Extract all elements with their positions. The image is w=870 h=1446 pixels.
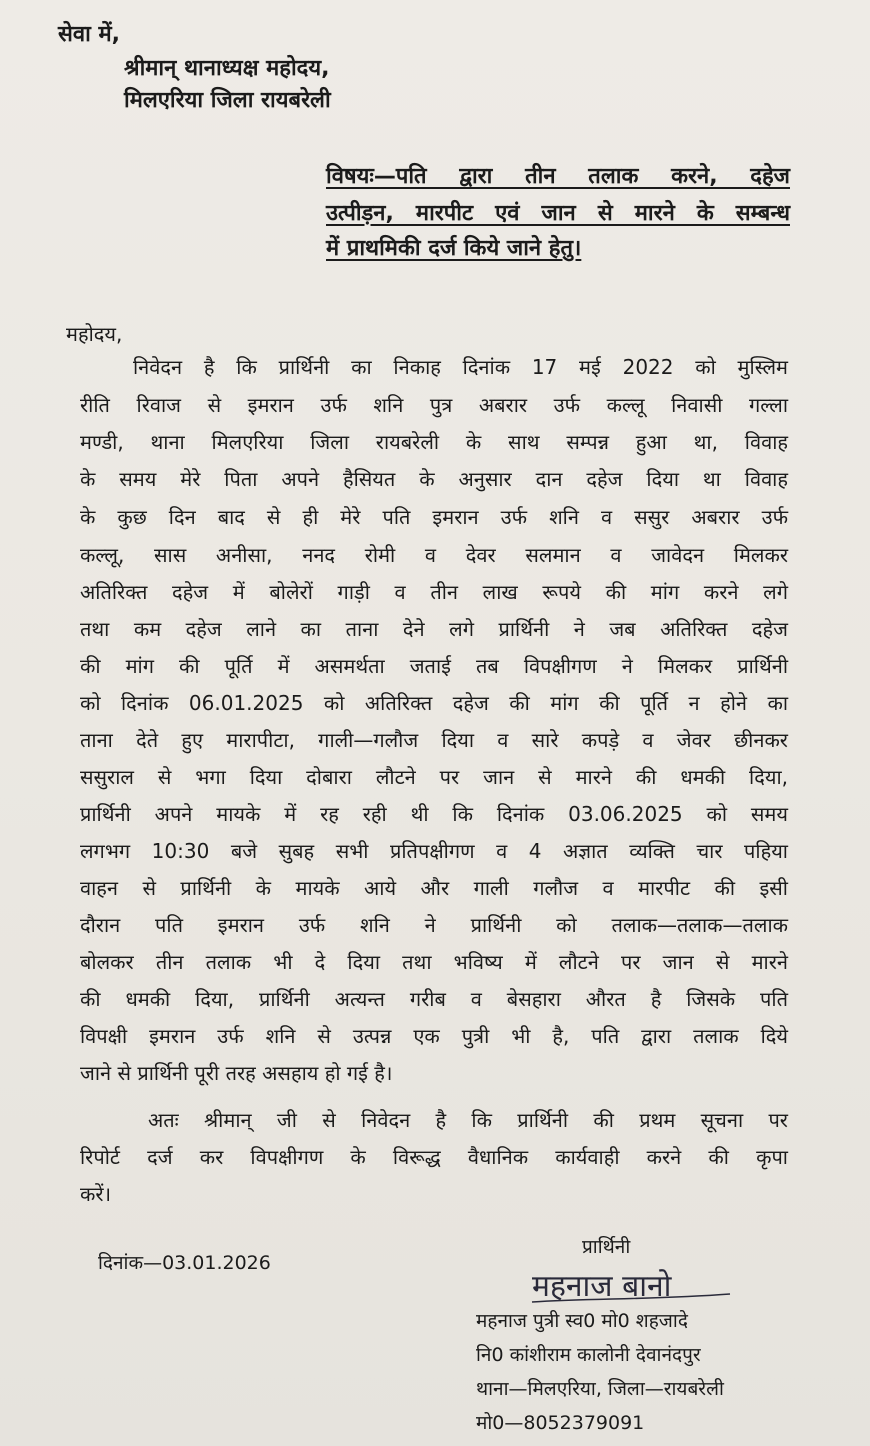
subject-line-2: उत्पीड़न, मारपीट एवं जान से मारने के सम्बन्ध (326, 201, 790, 226)
body-line: के कुछ दिन बाद से ही मेरे पति इमरान उर्फ शनि व ससुर अबरार उर्फ (80, 505, 788, 529)
letter-date: दिनांक—03.01.2026 (98, 1252, 271, 1274)
sender-address-line-1: नि0 कांशीराम कालोनी देवानंदपुर (476, 1344, 701, 1366)
request-line: करें। (80, 1182, 112, 1206)
body-line: निवेदन है कि प्रार्थिनी का निकाह दिनांक 17 मई 2022 को मुस्लिम (133, 355, 788, 379)
body-line: ताना देते हुए मारापीटा, गाली—गलौज दिया व सारे कपड़े व जेवर छीनकर (80, 728, 788, 752)
sender-address-line-2: थाना—मिलएरिया, जिला—रायबरेली (476, 1378, 724, 1400)
body-line: मण्डी, थाना मिलएरिया जिला रायबरेली के साथ सम्पन्न हुआ था, विवाह (80, 430, 788, 454)
body-line: कल्लू, सास अनीसा, ननद रोमी व देवर सलमान व जावेदन मिलकर (80, 543, 788, 567)
sender-label: प्रार्थिनी (582, 1236, 631, 1258)
body-line: वाहन से प्रार्थिनी के मायके आये और गाली गलौज व मारपीट की इसी (80, 876, 788, 900)
body-line: तथा कम दहेज लाने का ताना देने लगे प्रार्थिनी ने जब अतिरिक्त दहेज (80, 617, 788, 641)
request-line: अतः श्रीमान् जी से निवेदन है कि प्रार्थिनी की प्रथम सूचना पर (148, 1108, 788, 1132)
body-line: की धमकी दिया, प्रार्थिनी अत्यन्त गरीब व बेसहारा औरत है जिसके पति (80, 987, 788, 1011)
salutation: महोदय, (66, 322, 123, 346)
request-line: रिपोर्ट दर्ज कर विपक्षीगण के विरूद्ध वैधानिक कार्यवाही करने की कृपा (80, 1145, 788, 1169)
sender-phone: मो0—8052379091 (476, 1412, 645, 1434)
body-line: बोलकर तीन तलाक भी दे दिया तथा भविष्य में लौटने पर जान से मारने (80, 950, 788, 974)
body-line: विपक्षी इमरान उर्फ शनि से उत्पन्न एक पुत्री भी है, पति द्वारा तलाक दिये (80, 1024, 788, 1048)
address-location: मिलएरिया जिला रायबरेली (124, 88, 331, 113)
address-to: सेवा में, (58, 22, 120, 47)
body-line: प्रार्थिनी अपने मायके में रह रही थी कि दिनांक 03.06.2025 को समय (80, 802, 788, 826)
body-line: लगभग 10:30 बजे सुबह सभी प्रतिपक्षीगण व 4 अज्ञात व्यक्ति चार पहिया (80, 839, 788, 863)
address-recipient: श्रीमान् थानाध्यक्ष महोदय, (124, 56, 330, 81)
subject-line-3: में प्राथमिकी दर्ज किये जाने हेतु। (326, 236, 582, 261)
sender-name: महनाज पुत्री स्व0 मो0 शहजादे (476, 1310, 688, 1332)
body-line: को दिनांक 06.01.2025 को अतिरिक्त दहेज की मांग की पूर्ति न होने का (80, 691, 788, 715)
body-line: रीति रिवाज से इमरान उर्फ शनि पुत्र अबरार उर्फ कल्लू निवासी गल्ला (80, 393, 788, 417)
body-line: अतिरिक्त दहेज में बोलेरों गाड़ी व तीन लाख रूपये की मांग करने लगे (80, 580, 788, 604)
signature-text: महनाज बानो (532, 1269, 672, 1304)
body-line: ससुराल से भगा दिया दोबारा लौटने पर जान से मारने की धमकी दिया, (80, 765, 788, 789)
body-line: की मांग की पूर्ति में असमर्थता जताई तब विपक्षीगण ने मिलकर प्रार्थिनी (80, 654, 788, 678)
subject-line-1: विषयः—पति द्वारा तीन तलाक करने, दहेज (326, 164, 790, 189)
body-line: के समय मेरे पिता अपने हैसियत के अनुसार दान दहेज दिया था विवाह (80, 467, 788, 491)
body-line: दौरान पति इमरान उर्फ शनि ने प्रार्थिनी को तलाक—तलाक—तलाक (80, 913, 788, 937)
handwritten-signature (530, 1262, 745, 1306)
body-line: जाने से प्रार्थिनी पूरी तरह असहाय हो गई है। (80, 1061, 393, 1085)
